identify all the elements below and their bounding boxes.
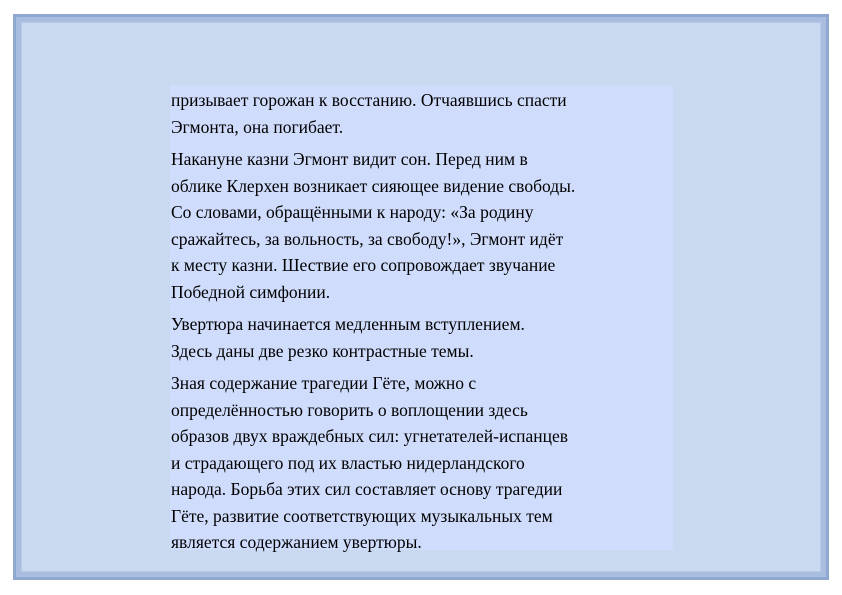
paragraph-3: Увертюра начинается медленным вступлением. Здесь даны две резко контрастные темы. <box>171 314 525 361</box>
paragraph-4: Зная содержание трагедии Гёте, можно с определённостью говорить о воплощении здесь образов двух враждебных сил: угнетателей-испанцев и страдающего под их властью нидерландского народа. Борьба этих сил составляет основу трагедии Гёте, развитие соответствующих музыкальных тем является содержанием увертюры. <box>171 373 568 552</box>
text-box <box>170 85 673 550</box>
paragraph-1: призывает горожан к восстанию. Отчаявшись спасти Эгмонта, она погибает. <box>171 90 567 137</box>
paragraph-2: Накануне казни Эгмонт видит сон. Перед ним в облике Клерхен возникает сияющее видение свободы. Со словами, обращёнными к народу: «За родину сражайтесь, за вольность, за свободу!», Эгмонт идёт к месту казни. Шествие его сопровождает звучание Победной симфонии. <box>171 149 576 302</box>
